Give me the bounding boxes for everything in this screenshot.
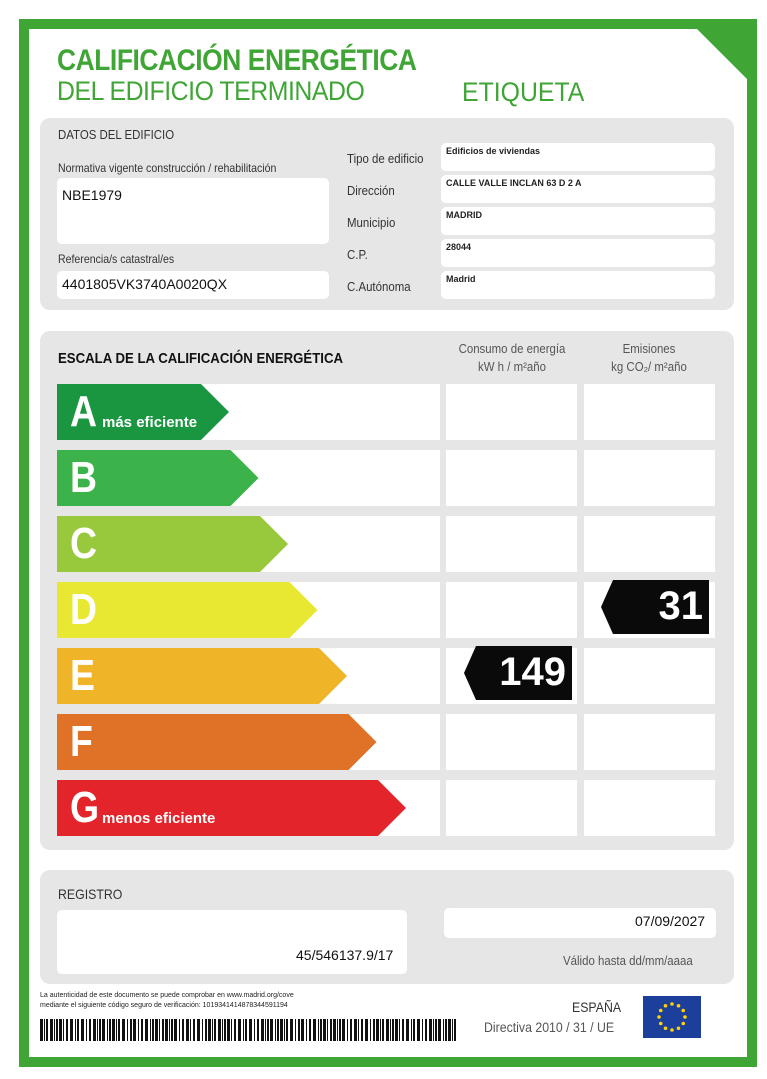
title-line-1: CALIFICACIÓN ENERGÉTICA <box>57 44 417 77</box>
emisiones-value: 31 <box>658 584 703 628</box>
consumo-cell-b <box>446 450 577 506</box>
normativa-label: Normativa vigente construcción / rehabilitación <box>58 161 277 175</box>
class-letter-a: A <box>70 387 98 436</box>
field-value-direccion: CALLE VALLE INCLAN 63 D 2 A <box>446 178 582 188</box>
field-box-municipio <box>441 207 715 235</box>
field-value-cp: 28044 <box>446 242 472 252</box>
legal-line-1: La autenticidad de este documento se puede comprobar en www.madrid.org/cove <box>40 992 294 999</box>
class-note-g: menos eficiente <box>102 810 216 827</box>
class-note-a: más eficiente <box>102 414 198 431</box>
referencia-value: 4401805VK3740A0020QX <box>62 276 228 292</box>
registro-box <box>57 910 407 974</box>
field-label-cp: C.P. <box>347 247 368 262</box>
field-box-cp <box>441 239 715 267</box>
consumo-cell-a <box>446 384 577 440</box>
emisiones-cell-g <box>584 780 715 836</box>
registro-title: REGISTRO <box>58 886 123 902</box>
legal-line-2: mediante el siguiente código seguro de verificación: 1019341414878344591194 <box>40 1002 288 1009</box>
title-line-2: DEL EDIFICIO TERMINADO <box>57 76 365 106</box>
consumo-header-line2: kW h / m²año <box>477 359 547 374</box>
consumo-cell-f <box>446 714 577 770</box>
field-label-tipo: Tipo de edificio <box>347 151 424 166</box>
label-word: ETIQUETA <box>462 77 585 107</box>
consumo-header-line1: Consumo de energía <box>458 341 566 356</box>
scale-title: ESCALA DE LA CALIFICACIÓN ENERGÉTICA <box>58 350 344 367</box>
directive: Directiva 2010 / 31 / UE <box>484 1019 615 1035</box>
emisiones-header <box>590 340 708 376</box>
normativa-value: NBE1979 <box>62 187 122 203</box>
referencia-label: Referencia/s catastral/es <box>58 252 175 266</box>
valid-label: Válido hasta dd/mm/aaaa <box>563 953 693 968</box>
emisiones-cell-f <box>584 714 715 770</box>
class-letter-d: D <box>70 585 98 634</box>
class-letter-c: C <box>70 519 98 568</box>
field-box-ca <box>441 271 715 299</box>
class-letter-f: F <box>70 717 93 766</box>
consumo-cell-g <box>446 780 577 836</box>
class-letter-b: B <box>70 453 98 502</box>
field-value-municipio: MADRID <box>446 210 482 220</box>
building-section-title: DATOS DEL EDIFICIO <box>58 127 175 142</box>
eu-flag-icon <box>643 996 701 1038</box>
emisiones-header-line2: kg CO₂/ m²año <box>611 359 687 374</box>
valid-date: 07/09/2027 <box>635 913 706 929</box>
field-value-ca: Madrid <box>446 274 476 284</box>
consumo-cell-d <box>446 582 577 638</box>
field-label-direccion: Dirección <box>347 183 395 198</box>
registro-number: 45/546137.9/17 <box>296 947 394 963</box>
emisiones-cell-c <box>584 516 715 572</box>
barcode <box>40 1019 458 1041</box>
emisiones-cell-a <box>584 384 715 440</box>
class-arrow-f <box>57 714 377 770</box>
field-value-tipo: Edificios de viviendas <box>446 146 541 156</box>
emisiones-cell-e <box>584 648 715 704</box>
country: ESPAÑA <box>572 999 622 1015</box>
class-arrow-g <box>57 780 406 836</box>
emisiones-header-line1: Emisiones <box>622 341 676 356</box>
class-arrow-e <box>57 648 347 704</box>
consumo-cell-c <box>446 516 577 572</box>
field-label-municipio: Municipio <box>347 215 396 230</box>
class-letter-g: G <box>70 783 100 832</box>
corner-fold <box>697 29 747 79</box>
consumo-value: 149 <box>499 650 566 694</box>
class-letter-e: E <box>70 651 95 700</box>
consumo-header <box>453 340 571 376</box>
emisiones-cell-b <box>584 450 715 506</box>
field-label-ca: C.Autónoma <box>347 279 411 294</box>
